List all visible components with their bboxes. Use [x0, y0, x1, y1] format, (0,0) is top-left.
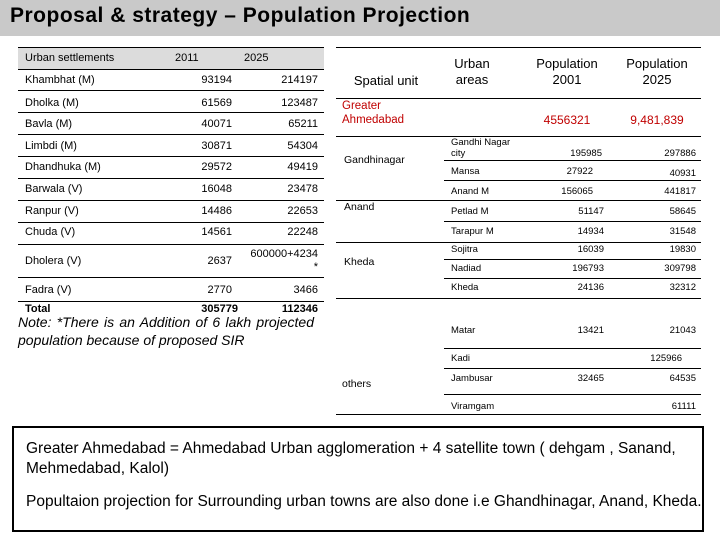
unit-anand: Anand — [344, 201, 375, 213]
summary-box — [12, 426, 704, 532]
header-2025: 2025 — [244, 52, 269, 64]
header-spatial-unit: Spatial unit — [353, 73, 419, 88]
page-title: Proposal & strategy – Population Projection — [10, 4, 471, 27]
header-2011: 2011 — [175, 52, 199, 64]
title-bar — [0, 0, 720, 36]
unit-gandhinagar: Gandhinagar — [344, 154, 405, 166]
summary-line-greater-ahmedabad: Greater Ahmedabad = Ahmedabad Urban agglomeration + 4 satellite town ( dehgam , Sanand, Mehmedabad, Kalol) — [26, 440, 676, 477]
header-population-2001: Population 2001 — [536, 56, 598, 87]
unit-others: others — [342, 378, 372, 390]
summary-line-projection: Popultaion projection for Surrounding urban towns are also done i.e Ghandhinagar, Anand, Kheda. — [26, 493, 702, 510]
header-population-2025: Population 2025 — [626, 56, 688, 87]
note-sir: Note: *There is an Addition of 6 lakh projected population because of proposed SIR — [18, 314, 314, 348]
unit-kheda: Kheda — [344, 256, 375, 268]
header-urban-settlements: Urban settlements — [25, 52, 115, 64]
header-urban-areas: Urban areas — [454, 56, 490, 87]
